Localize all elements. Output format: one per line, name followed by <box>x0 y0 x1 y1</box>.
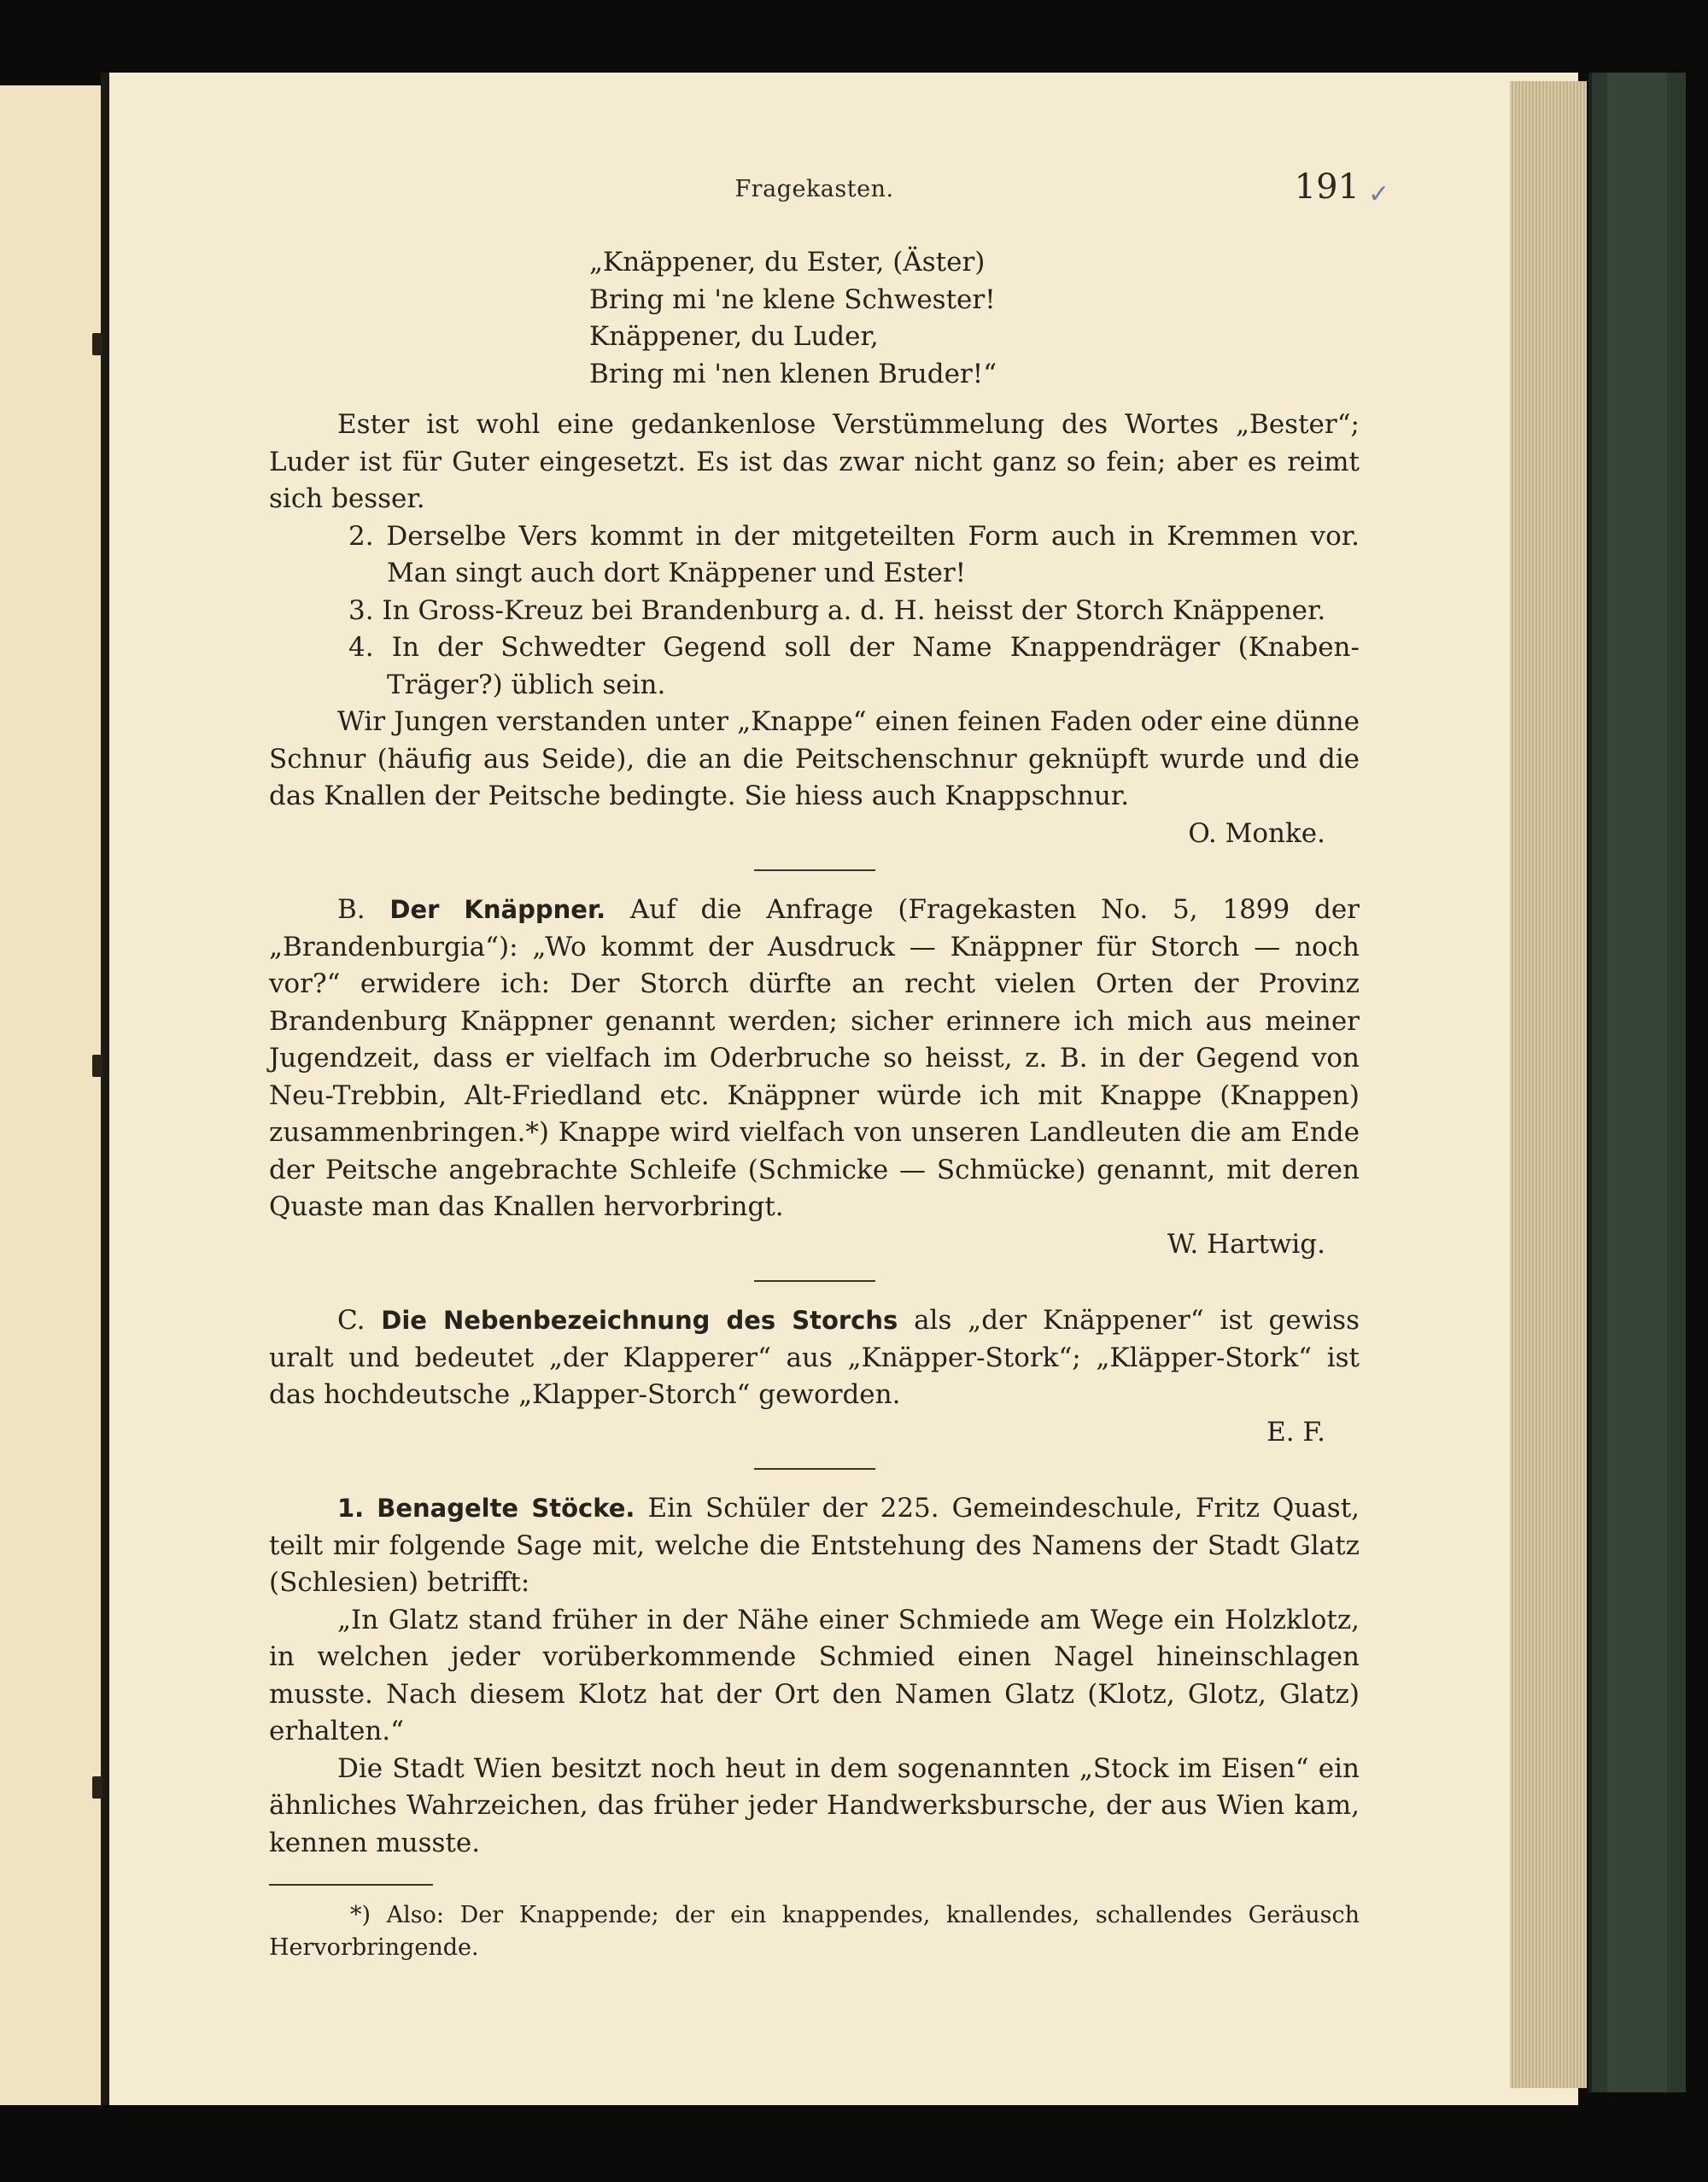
section-b <box>269 892 1360 1226</box>
binding-thread <box>92 1055 102 1077</box>
verse-line: Knäppener, du Luder, <box>589 321 879 352</box>
verse-line: „Knäppener, du Ester, (Äster) <box>589 247 986 278</box>
section-heading: Benagelte Stöcke. <box>377 1494 635 1523</box>
book-cover-right <box>1588 73 1686 2092</box>
signature: W. Hartwig. <box>1167 1228 1325 1260</box>
section-divider <box>754 1468 875 1470</box>
page-stack-edge <box>1510 81 1587 2088</box>
paragraph: Die Stadt Wien besitzt noch heut in dem sogenannten „Stock im Eisen“ ein ähnliches Wahrzeichen, das früher jeder Handwerksbursche, der aus Wien kam, kennen musste. <box>269 1752 1360 1858</box>
section-c <box>269 1302 1360 1414</box>
section-label: 1. <box>337 1494 365 1523</box>
running-title: Fragekasten. <box>734 176 894 202</box>
footnote <box>269 1899 1360 1964</box>
paragraph: Ester ist wohl eine gedankenlose Verstümmelung des Wortes „Bester“; Luder ist für Guter eingesetzt. Es ist das zwar nicht ganz so fein; aber es reimt sich besser. <box>269 409 1360 514</box>
quotation: „In Glatz stand früher in der Nähe einer Schmiede am Wege ein Holzklotz, in welchen jeder vorüberkommende Schmied einen Nagel hineinschlagen musste. Nach diesem Klotz hat der Ort den Namen Glatz (Klotz, Glotz, Glatz) erhalten.“ <box>269 1604 1360 1746</box>
signature: O. Monke. <box>1188 817 1325 849</box>
section-label: B. <box>337 894 366 925</box>
section-text: Auf die Anfrage (Fragekasten No. 5, 1899 der „Brandenburgia“): „Wo kommt der Ausdruck — Knäppner für Storch — noch vor?“ erwidere ich: Der Storch dürfte an recht vielen Orten der Provinz Brandenburg Knäppner genannt werden; sicher erinnere ich mich aus meiner Jugendzeit, dass er vielfach im Oderbruche so heisst, z. B. in der Gegend von Neu-Trebbin, Alt-Friedland etc. Knäppner würde ich mit Knappe (Knappen) zusammenbringen.*) Knappe wird vielfach von unseren Landleuten die am Ende der Peitsche angebrachte Schleife (Schmicke — Schmücke) genannt, mit deren Quaste man das Knallen hervorbringt. <box>269 894 1360 1222</box>
section-heading: Der Knäppner. <box>389 895 606 924</box>
body-text <box>269 407 1360 1964</box>
binding-thread <box>92 1776 102 1799</box>
binding-gutter <box>101 73 109 2105</box>
verse-line: Bring mi 'ne klene Schwester! <box>589 284 996 315</box>
section-divider <box>754 1280 875 1282</box>
check-mark: ✓ <box>1368 179 1390 209</box>
left-page-edge <box>0 85 111 2105</box>
numbered-item: 2. Derselbe Vers kommt in der mitgeteilten Form auch in Kremmen vor. Man singt auch dort Knäppener und Ester! <box>348 520 1360 588</box>
section-heading: Die Nebenbezeichnung des Storchs <box>381 1306 898 1335</box>
footnote-rule <box>269 1884 433 1886</box>
section-1 <box>269 1490 1360 1602</box>
numbered-item: 4. In der Schwedter Gegend soll der Name Knappendräger (Knaben-Träger?) üblich sein. <box>348 632 1360 700</box>
section-divider <box>754 869 875 871</box>
footnote-text: *) Also: Der Knappende; der ein knappendes, knallendes, schallendes Geräusch Hervorbringende. <box>269 1902 1360 1961</box>
verse <box>589 244 997 393</box>
numbered-item: 3. In Gross-Kreuz bei Brandenburg a. d. H. heisst der Storch Knäppener. <box>348 594 1326 626</box>
paragraph: Wir Jungen verstanden unter „Knappe“ einen feinen Faden oder eine dünne Schnur (häufig aus Seide), die an die Peitschenschnur geknüpft wurde und die das Knallen der Peitsche bedingte. Sie hiess auch Knappschnur. <box>269 706 1360 811</box>
section-text: Ein Schüler der 225. Gemeindeschule, Fritz Quast, teilt mir folgende Sage mit, welche die Entstehung des Namens der Stadt Glatz (Schlesien) betrifft: <box>269 1493 1360 1598</box>
page-number: 191 <box>1294 167 1360 207</box>
verse-line: Bring mi 'nen klenen Bruder!“ <box>589 358 997 389</box>
section-text: als „der Knäppener“ ist gewiss uralt und bedeutet „der Klapperer“ aus „Knäpper-Stork“; „Kläpper-Stork“ ist das hochdeutsche „Klapper-Storch“ geworden. <box>269 1305 1360 1410</box>
section-label: C. <box>337 1305 366 1336</box>
running-header <box>269 167 1360 210</box>
binding-thread <box>92 333 102 355</box>
signature: E. F. <box>1266 1416 1325 1448</box>
